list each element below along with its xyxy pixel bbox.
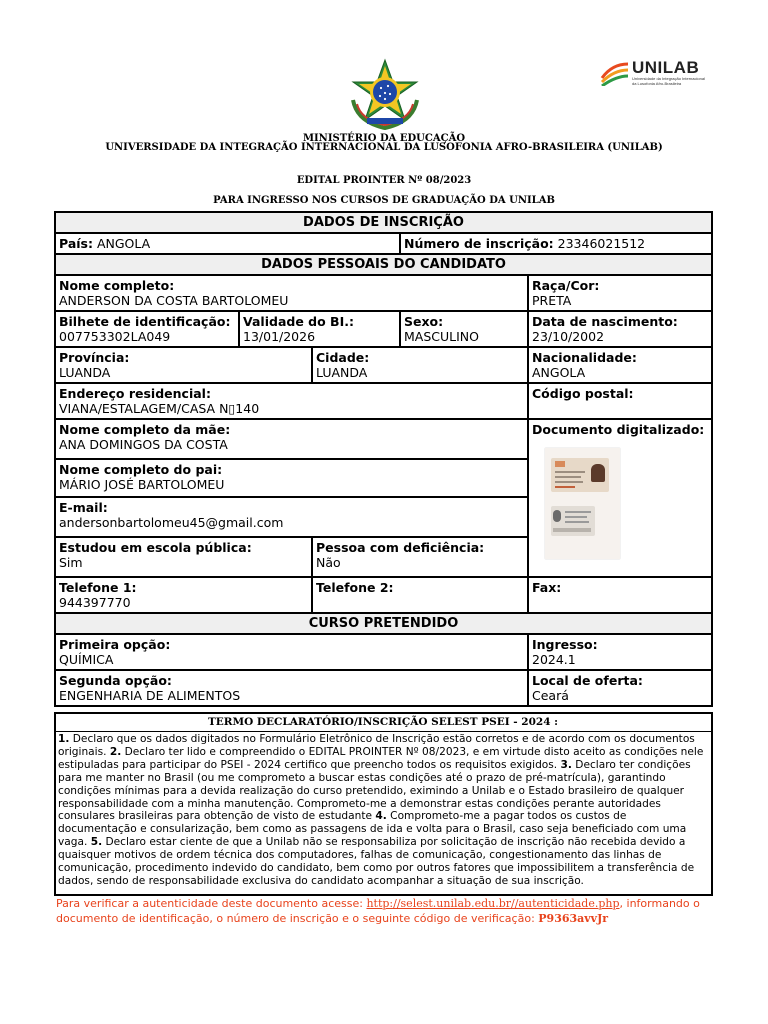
ministry-title: MINISTÉRIO DA EDUCAÇÃO (302, 133, 466, 144)
validade-value: 13/01/2026 (243, 329, 316, 344)
provincia-cell (55, 347, 312, 383)
section-curso-title: CURSO PRETENDIDO (55, 613, 712, 634)
section-pessoais-title: DADOS PESSOAIS DO CANDIDATO (55, 254, 712, 275)
telefone2-cell (312, 577, 528, 613)
raca-label: Raça/Cor: (532, 278, 600, 293)
segunda-opcao-cell (55, 670, 528, 706)
cidade-cell (312, 347, 528, 383)
primeira-opcao-cell (55, 634, 528, 670)
mae-label: Nome completo da mãe: (59, 422, 231, 437)
segunda-opcao-label: Segunda opção: (59, 673, 172, 688)
validade-cell (239, 311, 400, 347)
edital-title: EDITAL PROINTER Nº 08/2023 (296, 175, 472, 186)
pai-value: MÁRIO JOSÉ BARTOLOMEU (59, 477, 225, 492)
deficiencia-cell (312, 537, 528, 577)
pai-cell (55, 459, 528, 497)
verification-note (56, 896, 716, 926)
cidade-value: LUANDA (316, 365, 368, 380)
termo-divider (56, 731, 711, 732)
nacionalidade-label: Nacionalidade: (532, 350, 637, 365)
provincia-label: Província: (59, 350, 130, 365)
primeira-opcao-label: Primeira opção: (59, 637, 171, 652)
nome-label: Nome completo: (59, 278, 175, 293)
termo-num-2: 2. (109, 745, 122, 758)
termo-text-4: Comprometo-me a pagar todos os custos de documentação e consularização, bem como as passagens de ida e volta para o Brasil, caso seja beneficiado com uma vaga. (58, 810, 687, 849)
sexo-label: Sexo: (404, 314, 444, 329)
termo-body (58, 733, 708, 888)
scanned-id-document-image[interactable] (545, 448, 620, 559)
pais-cell (55, 233, 400, 254)
raca-cell (528, 275, 712, 311)
verification-link[interactable]: http://selest.unilab.edu.br//autenticidade.php (366, 897, 620, 910)
numero-inscricao-label: Número de inscrição: (404, 236, 554, 251)
telefone2-label: Telefone 2: (316, 580, 394, 595)
ingresso-cell (528, 634, 712, 670)
raca-value: PRETA (532, 293, 572, 308)
mae-value: ANA DOMINGOS DA COSTA (59, 437, 228, 452)
escola-label: Estudou em escola pública: (59, 540, 252, 555)
termo-num-5: 5. (90, 836, 103, 849)
documento-label: Documento digitalizado: (532, 422, 705, 437)
bi-cell (55, 311, 239, 347)
id-card-front-icon (551, 458, 609, 492)
termo-text-2: Declaro ter lido e compreendido o EDITAL PROINTER Nº 08/2023, e em virtude disto aceito as condições nele estipuladas para participar do PSEI - 2024 certifico que preencho todos os requisitos exigidos. (58, 745, 704, 771)
postal-label: Código postal: (532, 386, 634, 401)
bi-value: 007753302LA049 (59, 329, 171, 344)
nascimento-cell (528, 311, 712, 347)
endereco-label: Endereço residencial: (59, 386, 211, 401)
termo-title: TERMO DECLARATÓRIO/INSCRIÇÃO SELEST PSEI - 2024 : (207, 716, 559, 728)
verification-middle: , informando o documento de identificação, o número de inscrição e o seguinte código de verificação: (56, 897, 700, 925)
pais-value: ANGOLA (96, 236, 151, 251)
local-oferta-label: Local de oferta: (532, 673, 643, 688)
nacionalidade-cell (528, 347, 712, 383)
bi-label: Bilhete de identificação: (59, 314, 231, 329)
nascimento-value: 23/10/2002 (532, 329, 605, 344)
escola-value: Sim (59, 555, 83, 570)
verification-prefix: Para verificar a autenticidade deste documento acesse: (56, 897, 367, 910)
unilab-logo-subtext-1: Universidade da Integração Internacional (632, 76, 705, 81)
primeira-opcao-value: QUÍMICA (59, 652, 114, 667)
termo-text-1: Declaro que os dados digitados no Formulário Eletrônico de Inscrição estão corretos e de acordo com os documentos originais. (58, 733, 695, 758)
nascimento-label: Data de nascimento: (532, 314, 678, 329)
deficiencia-value: Não (316, 555, 341, 570)
document-subtitle: PARA INGRESSO NOS CURSOS DE GRADUAÇÃO DA UNILAB (213, 195, 555, 206)
fax-cell (528, 577, 712, 613)
validade-label: Validade do BI.: (243, 314, 354, 329)
telefone1-label: Telefone 1: (59, 580, 137, 595)
unilab-mark-icon (600, 60, 630, 86)
deficiencia-label: Pessoa com deficiência: (316, 540, 485, 555)
section-inscricao-title: DADOS DE INSCRIÇÃO (55, 212, 712, 233)
telefone1-cell (55, 577, 312, 613)
university-title: UNIVERSIDADE DA INTEGRAÇÃO INTERNACIONAL DA LUSOFONIA AFRO-BRASILEIRA (UNILAB) (105, 142, 663, 153)
ingresso-value: 2024.1 (532, 652, 576, 667)
email-value: andersonbartolomeu45@gmail.com (59, 515, 284, 530)
termo-num-4: 4. (375, 810, 387, 823)
numero-inscricao-value: 23346021512 (557, 236, 646, 251)
cidade-label: Cidade: (316, 350, 370, 365)
nacionalidade-value: ANGOLA (532, 365, 586, 380)
local-oferta-cell (528, 670, 712, 706)
fax-label: Fax: (532, 580, 562, 595)
telefone1-value: 944397770 (59, 595, 131, 610)
id-card-back-icon (551, 506, 595, 536)
mae-cell (55, 419, 528, 459)
verification-code: P9363avvJr (538, 912, 609, 925)
email-cell (55, 497, 528, 537)
ingresso-label: Ingresso: (532, 637, 598, 652)
email-label: E-mail: (59, 500, 108, 515)
local-oferta-value: Ceará (532, 688, 569, 703)
postal-cell (528, 383, 712, 419)
unilab-logo-text: UNILAB (632, 58, 700, 77)
escola-cell (55, 537, 312, 577)
provincia-value: LUANDA (59, 365, 111, 380)
segunda-opcao-value: ENGENHARIA DE ALIMENTOS (59, 688, 241, 703)
termo-num-1: 1. (58, 733, 70, 745)
numero-inscricao-cell (400, 233, 712, 254)
termo-text-5: Declaro estar ciente de que a Unilab não se responsabiliza por solicitação de inscrição não recebida devido a quaisquer motivos de ordem técnica dos computadores, falhas de comunicação, congestionamento das linhas de comunicação, procedimento indevido do candidato, bem como por outros fatores que impossibilitem a transferência de dados, sendo de responsabilidade exclusiva do candidato acompanhar a situação de sua inscrição. (58, 836, 695, 887)
unilab-logo (600, 58, 715, 88)
termo-num-3: 3. (560, 758, 572, 771)
endereco-cell (55, 383, 528, 419)
unilab-logo-subtext-2: da Lusofonia Afro-Brasileira (632, 81, 682, 86)
nome-cell (55, 275, 528, 311)
brazil-coat-of-arms-icon (347, 56, 423, 134)
endereco-value: VIANA/ESTALAGEM/CASA N▯140 (59, 401, 260, 416)
sexo-cell (400, 311, 528, 347)
nome-value: ANDERSON DA COSTA BARTOLOMEU (59, 293, 289, 308)
pai-label: Nome completo do pai: (59, 462, 223, 477)
sexo-value: MASCULINO (404, 329, 479, 344)
pais-label: País: (59, 236, 93, 251)
termo-text-3: Declaro ter condições para me manter no Brasil (ou me comprometo a buscar estas condições até o prazo de pré-matrícula), garantindo condições mínimas para a devida realização do curso pretendido, eximindo a Unilab e o Estado brasileiro de qualquer responsabilidade com a minha manutenção. Comprometo-me a demonstrar estas condições perante autoridades consulares brasileiras para obtenção de visto de estudante (58, 758, 691, 823)
